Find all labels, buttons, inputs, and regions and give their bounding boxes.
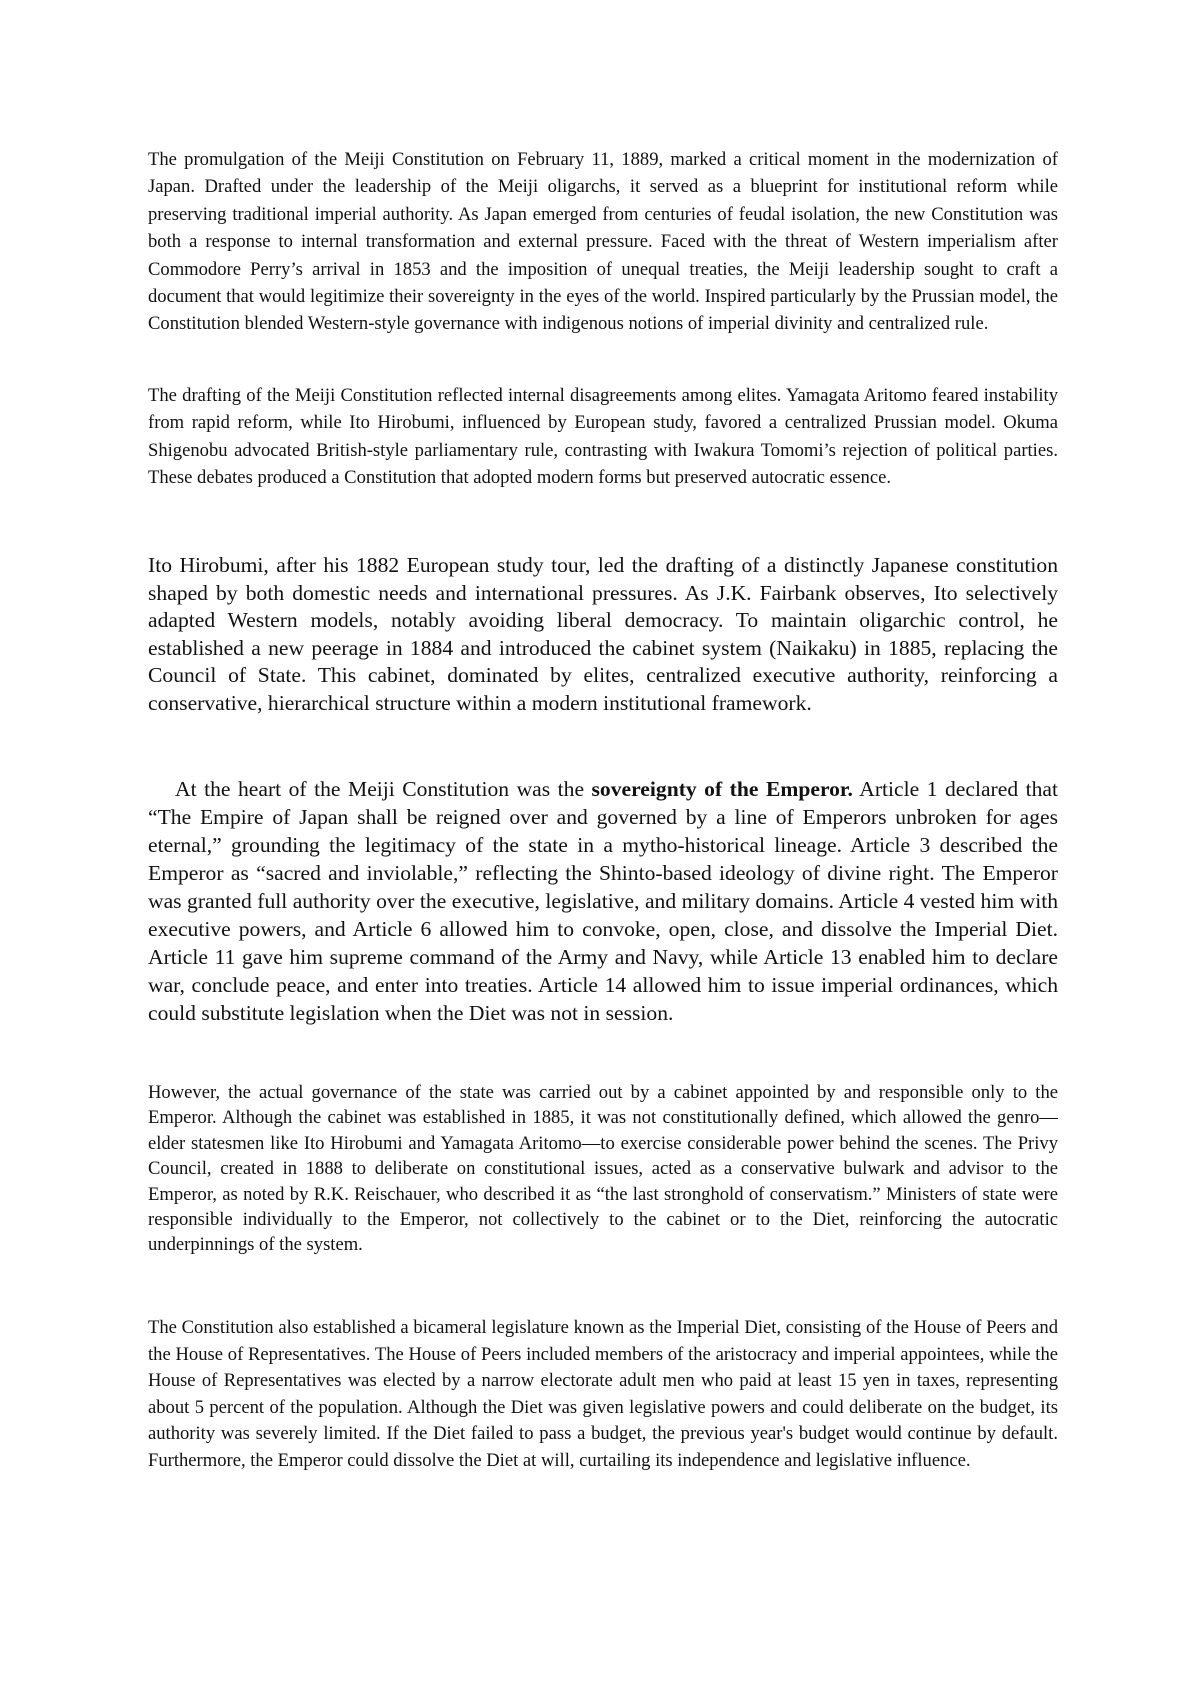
paragraph-cabinet-governance: However, the actual governance of the state was carried out by a cabinet appointed by and responsible only to the Emperor. Although the cabinet was established in 1885, it was not constitutionally defined, which allowed the genro—elder statesmen like Ito Hirobumi and Yamagata Aritomo—to exercise considerable power behind the scenes. The Privy Council, created in 1888 to deliberate on constitutional issues, acted as a conservative bulwark and advisor to the Emperor, as noted by R.K. Reischauer, who described it as “the last stronghold of conservatism.” Ministers of state were responsible individually to the Emperor, not collectively to the cabinet or to the Diet, reinforcing the autocratic underpinnings of the system.	[148, 1082, 1058, 1256]
paragraph-emperor-sovereignty-lead: At the heart of the Meiji Constitution was the	[175, 777, 592, 801]
paragraph-imperial-diet: The Constitution also established a bicameral legislature known as the Imperial Diet, consisting of the House of Peers and the House of Representatives. The House of Peers included members of the aristocracy and imperial appointees, while the House of Representatives was elected by a narrow electorate adult men who paid at least 15 yen in taxes, representing about 5 percent of the population. Although the Diet was given legislative powers and could deliberate on the budget, its authority was severely limited. If the Diet failed to pass a budget, the previous year's budget would continue by default. Furthermore, the Emperor could dissolve the Diet at will, curtailing its independence and legislative influence.	[148, 1317, 1058, 1471]
paragraph-emperor-sovereignty-body: Article 1 declared that “The Empire of Japan shall be reigned over and governed by a line of Emperors unbroken for ages eternal,” grounding the legitimacy of the state in a mytho-historical lineage. Article 3 described the Emperor as “sacred and inviolable,” reflecting the Shinto-based ideology of divine right. The Emperor was granted full authority over the executive, legislative, and military domains. Article 4 vested him with executive powers, and Article 6 allowed him to convoke, open, close, and dissolve the Imperial Diet. Article 11 gave him supreme command of the Army and Navy, while Article 13 enabled him to declare war, conclude peace, and enter into treaties. Article 14 allowed him to issue imperial ordinances, which could substitute legislation when the Diet was not in session.	[148, 777, 1058, 1025]
paragraph-drafting-disagreements: The drafting of the Meiji Constitution reflected internal disagreements among elites. Yamagata Aritomo feared instability from rapid reform, while Ito Hirobumi, influenced by European study, favored a centralized Prussian model. Okuma Shigenobu advocated British-style parliamentary rule, contrasting with Iwakura Tomomi’s rejection of political parties. These debates produced a Constitution that adopted modern forms but preserved autocratic essence.	[148, 385, 1058, 489]
paragraph-meiji-promulgation: The promulgation of the Meiji Constitution on February 11, 1889, marked a critical moment in the modernization of Japan. Drafted under the leadership of the Meiji oligarchs, it served as a blueprint for institutional reform while preserving traditional imperial authority. As Japan emerged from centuries of feudal isolation, the new Constitution was both a response to internal transformation and external pressure. Faced with the threat of Western imperialism after Commodore Perry’s arrival in 1853 and the imposition of unequal treaties, the Meiji leadership sought to craft a document that would legitimize their sovereignty in the eyes of the world. Inspired particularly by the Prussian model, the Constitution blended Western-style governance with indigenous notions of imperial divinity and centralized rule.	[148, 149, 1058, 335]
emphasis-sovereignty-of-emperor: sovereignty of the Emperor.	[591, 777, 853, 801]
paragraph-emperor-sovereignty	[148, 775, 1058, 1027]
paragraph-ito-hirobumi: Ito Hirobumi, after his 1882 European study tour, led the drafting of a distinctly Japanese constitution shaped by both domestic needs and international pressures. As J.K. Fairbank observes, Ito selectively adapted Western models, notably avoiding liberal democracy. To maintain oligarchic control, he established a new peerage in 1884 and introduced the cabinet system (Naikaku) in 1885, replacing the Council of State. This cabinet, dominated by elites, centralized executive authority, reinforcing a conservative, hierarchical structure within a modern institutional framework.	[148, 553, 1058, 715]
